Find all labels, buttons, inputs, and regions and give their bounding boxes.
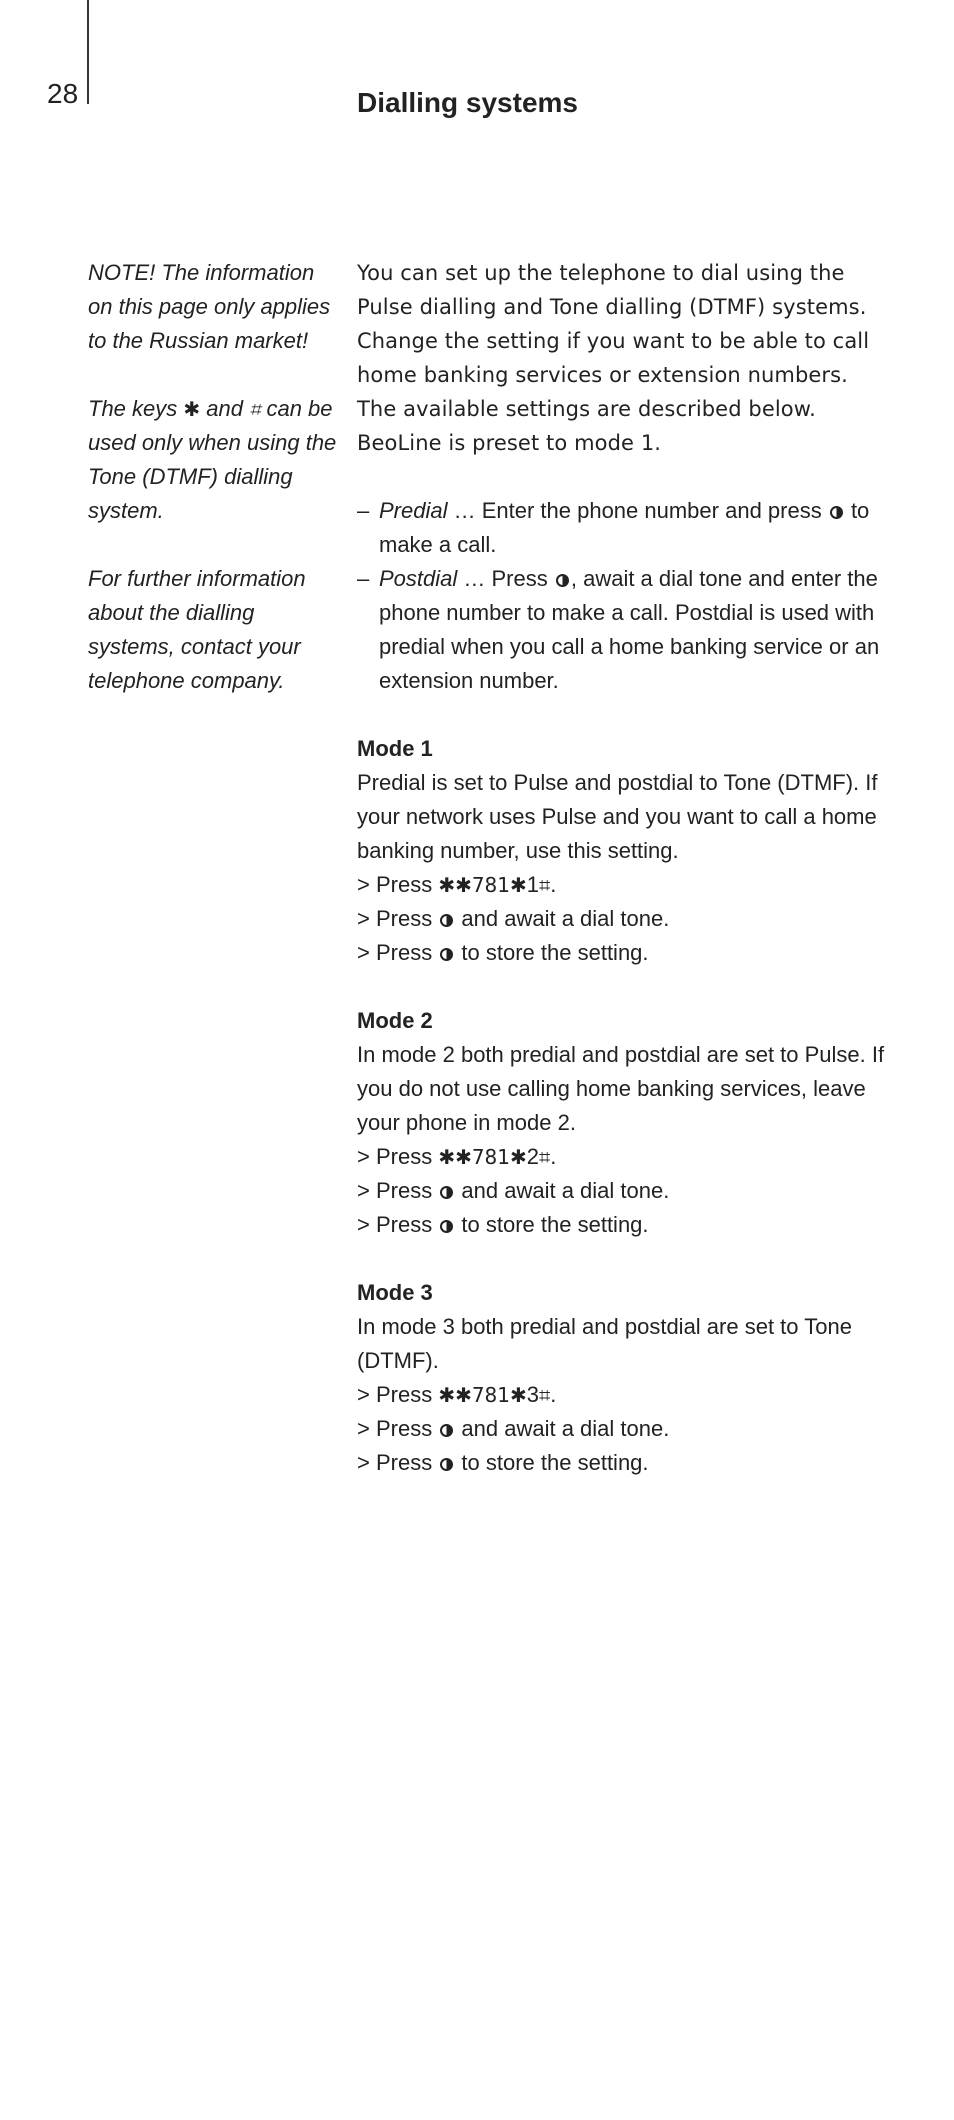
postdial-term: Postdial (379, 566, 458, 591)
key-code: ✱✱781✱ (438, 873, 527, 897)
mode-digit: 1 (526, 872, 540, 897)
further-info-note: For further information about the dialling systems, contact your telephone company. (88, 566, 306, 693)
step-enter-code: > Press ✱✱781✱2⌗. (357, 1144, 557, 1169)
intro-paragraph: You can set up the telephone to dial using the Pulse dialling and Tone dialling (DTMF) systems. Change the setting if you want to be able to call home banking services or extension numbers. The available settings are described below. BeoLine is preset to mode 1. (357, 261, 870, 455)
step-await-tone: > Press and await a dial tone. (357, 1178, 670, 1203)
step-await-tone: > Press and await a dial tone. (357, 906, 670, 931)
step-await-tone: > Press and await a dial tone. (357, 1416, 670, 1441)
page-number: 28 (47, 78, 79, 109)
main-content (357, 256, 887, 1514)
list-item: – Postdial … Press , await a dial tone and enter the phone number to make a call. Postdial is used with predial when you call a home banking service or an extension number. (357, 566, 880, 693)
key-code: ✱✱781✱ (438, 1383, 527, 1407)
half-circle-call-icon (830, 506, 843, 519)
mode-title: Mode 1 (357, 736, 433, 761)
mode-digit: 2 (526, 1144, 540, 1169)
list-item: – Predial … Enter the phone number and press to make a call. (357, 498, 870, 557)
step-enter-code: > Press ✱✱781✱1⌗. (357, 872, 557, 897)
market-note: NOTE! The information on this page only applies to the Russian market! (88, 260, 331, 353)
dial-type-list (357, 494, 887, 698)
half-circle-call-icon (440, 1458, 453, 1471)
half-circle-call-icon (440, 1424, 453, 1437)
mode-section (357, 1004, 887, 1242)
sidebar-notes (88, 256, 338, 732)
mode-title: Mode 3 (357, 1280, 433, 1305)
half-circle-call-icon (440, 948, 453, 961)
key-code: ✱✱781✱ (438, 1145, 527, 1169)
half-circle-call-icon (440, 1220, 453, 1233)
page-title: Dialling systems (357, 87, 578, 118)
mode-description: In mode 2 both predial and postdial are set to Pulse. If you do not use calling home banking services, leave your phone in mode 2. (357, 1042, 885, 1135)
keys-note: The keys ✱ and ⌗ can be used only when using the Tone (DTMF) dialling system. (88, 396, 337, 523)
mode-section (357, 1276, 887, 1480)
half-circle-call-icon (440, 914, 453, 927)
step-store-setting: > Press to store the setting. (357, 1212, 649, 1237)
step-store-setting: > Press to store the setting. (357, 1450, 649, 1475)
predial-term: Predial (379, 498, 448, 523)
mode-description: In mode 3 both predial and postdial are set to Tone (DTMF). (357, 1314, 852, 1373)
step-store-setting: > Press to store the setting. (357, 940, 649, 965)
hash-key-icon: ⌗ (539, 873, 551, 897)
mode-title: Mode 2 (357, 1008, 433, 1033)
modes-section (357, 732, 887, 1480)
mode-description: Predial is set to Pulse and postdial to Tone (DTMF). If your network uses Pulse and you want to call a home banking number, use this setting. (357, 770, 878, 863)
half-circle-call-icon (556, 574, 569, 587)
mode-section (357, 732, 887, 970)
hash-key-icon: ⌗ (539, 1383, 551, 1407)
hash-key-icon: ⌗ (249, 397, 261, 421)
half-circle-call-icon (440, 1186, 453, 1199)
hash-key-icon: ⌗ (539, 1145, 551, 1169)
star-key-icon: ✱ (183, 397, 201, 421)
mode-digit: 3 (526, 1382, 540, 1407)
margin-rule (87, 0, 89, 104)
step-enter-code: > Press ✱✱781✱3⌗. (357, 1382, 557, 1407)
